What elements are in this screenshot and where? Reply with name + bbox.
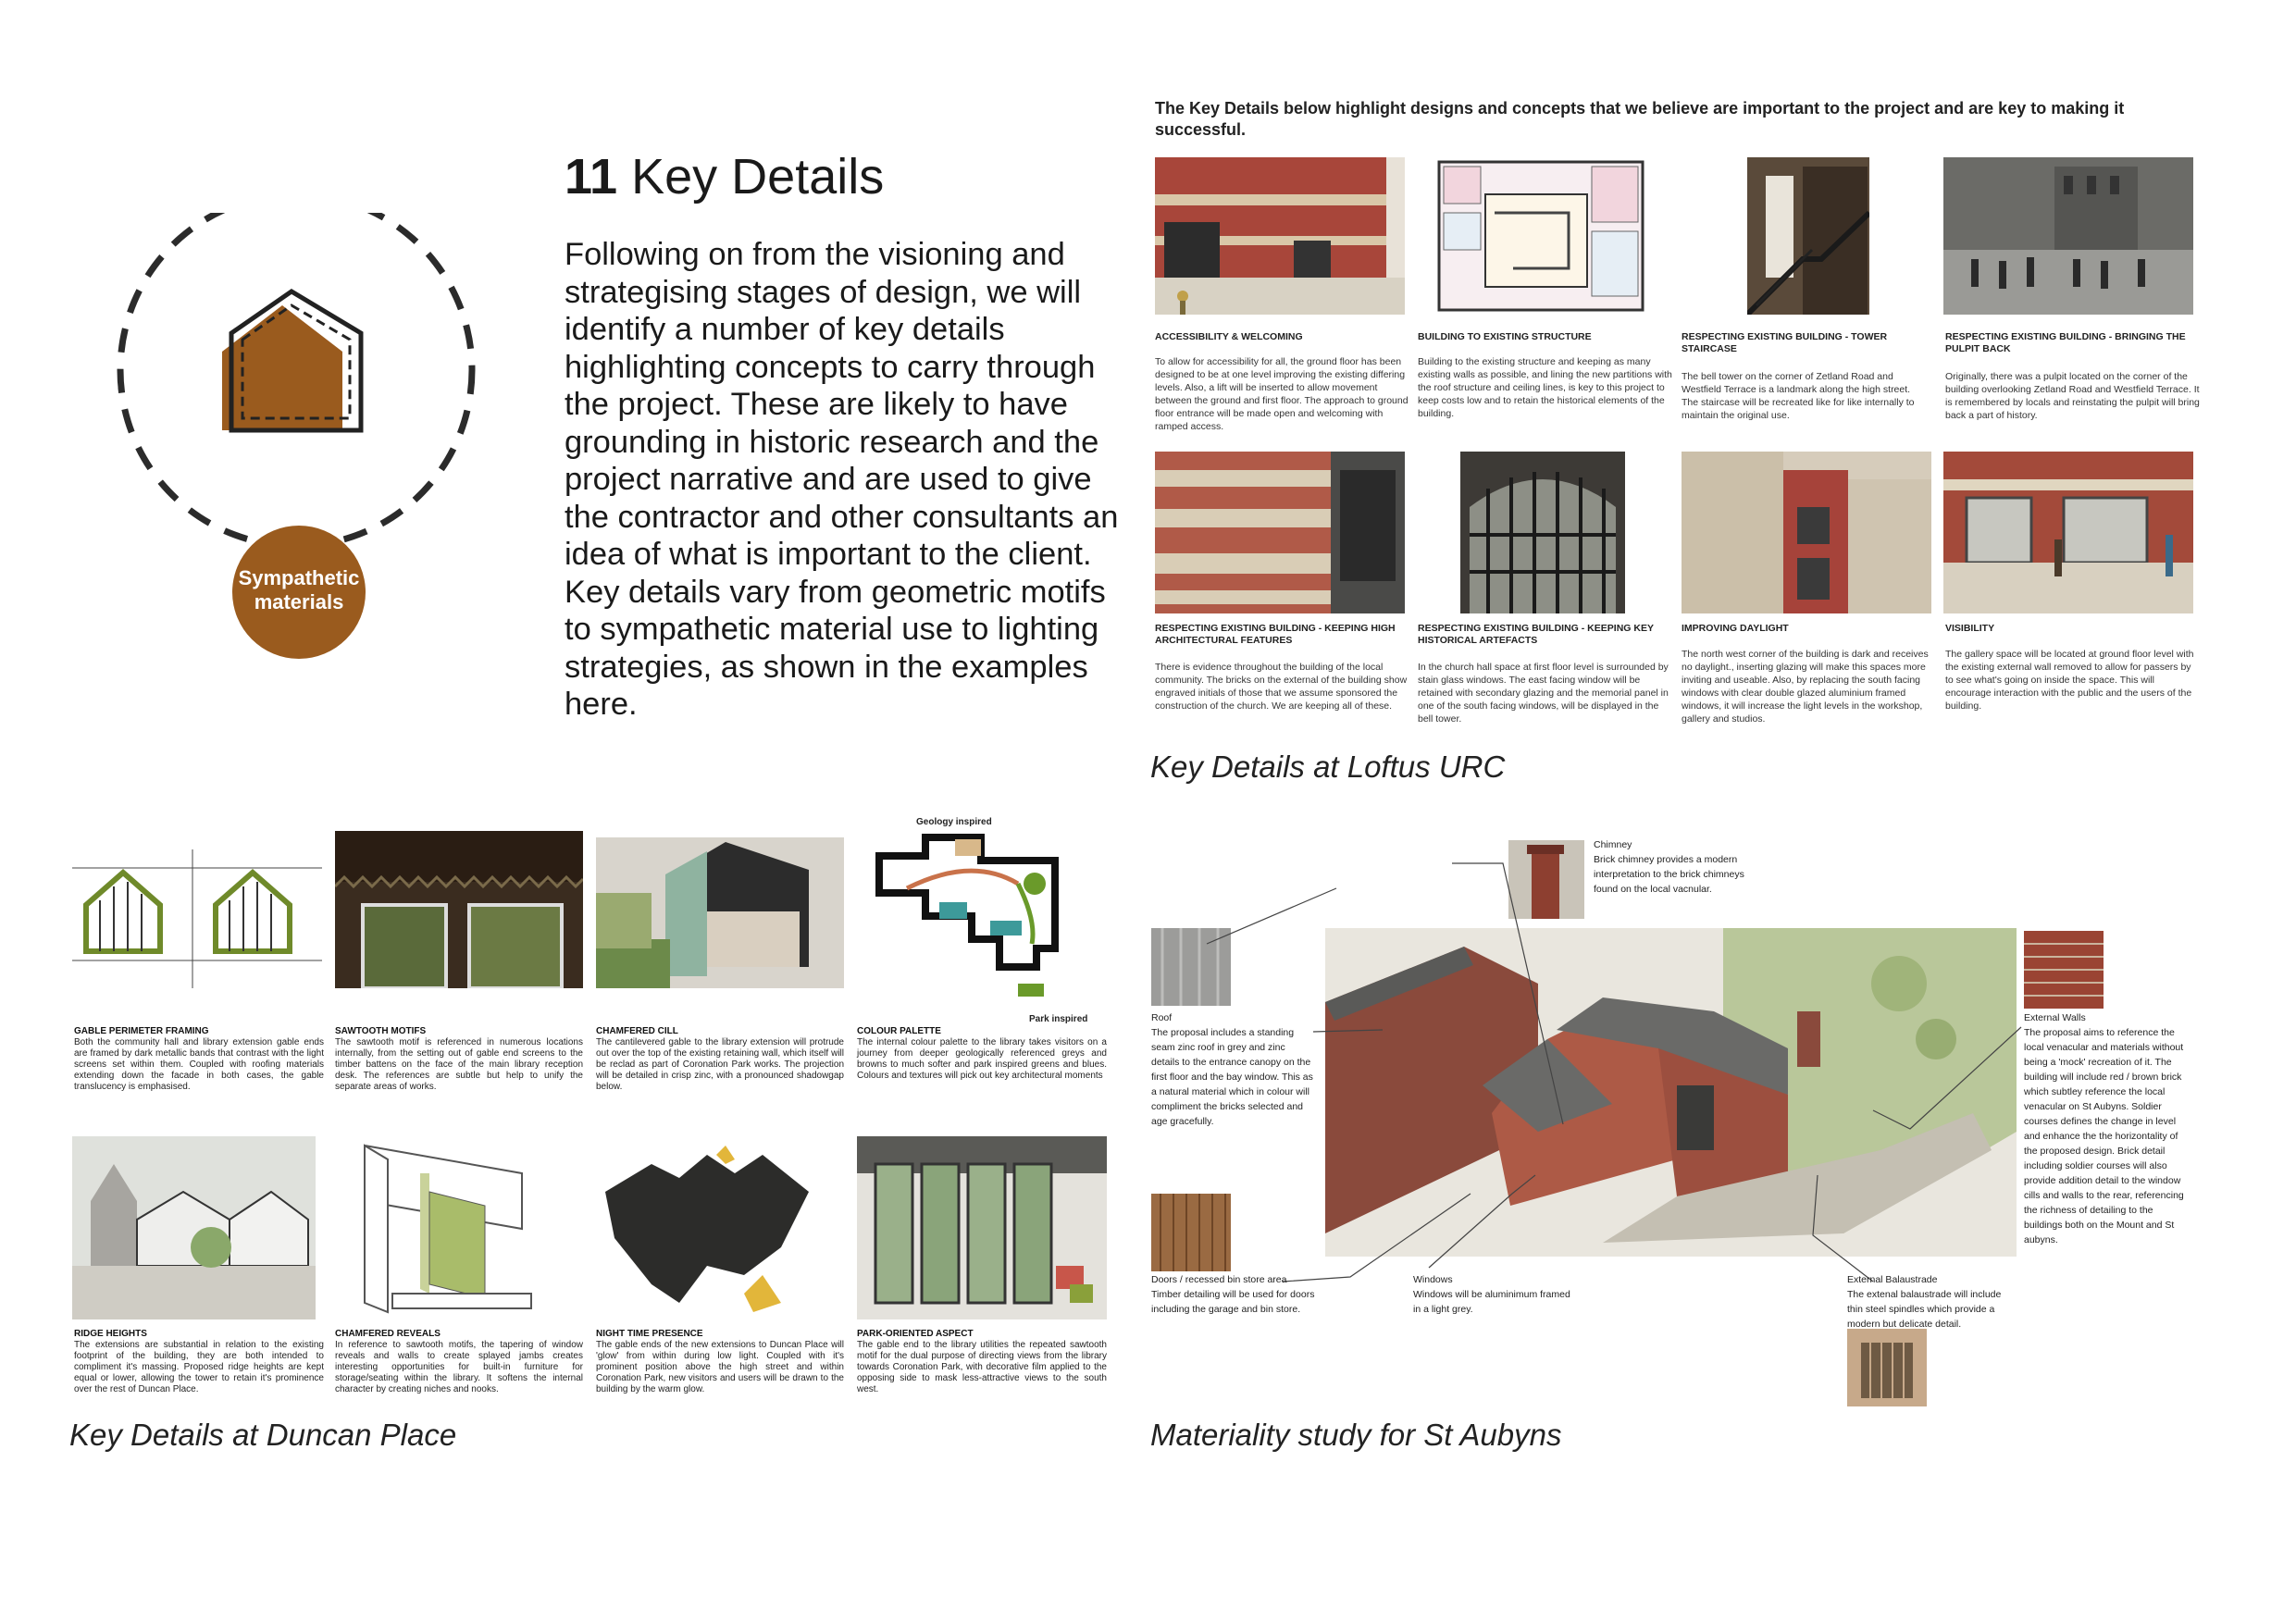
loftus-item-2-body: Building to the existing structure and keeping as many existing walls as possible, and lining the new partitions with the roof structure and ceiling lines, is key to this project to keep costs low and to retain the historical elements of the building. — [1418, 356, 1672, 419]
loftus-item-6-body: In the church hall space at first floor level is surrounded by stain glass windows. The east facing window will be retained with secondary glazing and the memorial panel in one of the south facing windows, will be displayed in the bell tower. — [1418, 662, 1669, 725]
loftus-item-8-title: VISIBILITY — [1945, 623, 1995, 634]
loftus-item-4-title: RESPECTING EXISTING BUILDING - BRINGING THE PULPIT BACK — [1945, 331, 2186, 354]
aubyns-balustrade-title: External Balaustrade — [1847, 1274, 1938, 1285]
duncan-item-6-body: In reference to sawtooth motifs, the tapering of window reveals and walls to create splayed jambs creates interesting opportunities for built-in furniture for storage/seating within the library. It softens the internal character by creating niches and nooks. — [335, 1340, 583, 1394]
loftus-item-8-body: The gallery space will be located at ground floor level with the existing external wall removed to allow for passers by to see what's going on inside the space. This will encourage interaction with the public and the users of the building. — [1945, 649, 2194, 712]
loftus-item-3-body: The bell tower on the corner of Zetland Road and Westfield Terrace is a landmark along the high street. The staircase will be recreated like for like internally to maintain the original use. — [1682, 371, 1915, 421]
duncan-item-2-body: The sawtooth motif is referenced in numerous locations internally, from the setting out of gable end screens to the timber battens on the face of the main library reception desk. The references are subtle but help to unify the separate areas of works. — [335, 1037, 583, 1092]
aubyns-section-label: Materiality study for St Aubyns — [1150, 1418, 1562, 1452]
duncan-item-2-title: SAWTOOTH MOTIFS — [335, 1026, 427, 1036]
duncan-item-5-body: The extensions are substantial in relation to the existing footprint of the building, they are both intended to compliment it's massing. Proposed ridge heights are kept equal or lower, allowing the tower to retain it's prominence over the rest of Duncan Place. — [74, 1340, 324, 1394]
duncan-item-8-title: PARK-ORIENTED ASPECT — [857, 1329, 974, 1339]
aubyns-chimney-body: Brick chimney provides a modern interpretation to the brick chimneys found on the local vacnular. — [1594, 854, 1744, 895]
loftus-plan-structure — [1430, 157, 1652, 315]
duncan-item-7-title: NIGHT TIME PRESENCE — [596, 1329, 703, 1339]
duncan-photo-sawtooth — [335, 831, 583, 988]
duncan-item-1-title: GABLE PERIMETER FRAMING — [74, 1026, 209, 1036]
loftus-photo-stained-window — [1460, 452, 1625, 613]
loftus-section-label: Key Details at Loftus URC — [1150, 750, 1506, 784]
aubyns-roof-title: Roof — [1151, 1012, 1173, 1023]
loftus-photo-tower-staircase — [1747, 157, 1869, 315]
loftus-photo-accessibility — [1155, 157, 1405, 315]
badge-label-line1: Sympathetic — [238, 566, 360, 589]
aubyns-walls-title: External Walls — [2024, 1012, 2086, 1023]
loftus-item-7-title: IMPROVING DAYLIGHT — [1682, 623, 1789, 634]
colour-palette-label-bottom: Park inspired — [1029, 1014, 1088, 1024]
duncan-item-3-title: CHAMFERED CILL — [596, 1026, 678, 1036]
duncan-item-7-body: The gable ends of the new extensions to Duncan Place will 'glow' from within during low light. Coupled with it's prominent position above the high street and within Coronation Park, new visitors and users will be drawn to the building by the warm glow. — [596, 1340, 844, 1394]
duncan-render-ridge-heights — [72, 1136, 316, 1319]
aubyns-annotation-walls — [2024, 1010, 2191, 1247]
loftus-render-daylight — [1682, 452, 1931, 613]
duncan-section-label: Key Details at Duncan Place — [69, 1418, 457, 1452]
colour-palette-label-top: Geology inspired — [916, 817, 992, 827]
badge-label-line2: materials — [254, 590, 344, 613]
intro-paragraph: Following on from the visioning and strategising stages of design, we will identify a number of key details highlighting concepts to carry through the project. These are likely to have grounding in historic research and the project narrative and are used to give the contractor and other consultants an idea of what is important to the client. Key details vary from geometric motifs to sympathetic material use to lighting strategies, as shown in the examples here. — [565, 237, 1119, 722]
aubyns-roof-body: The proposal includes a standing seam zinc roof in grey and zinc details to the entrance canopy on the first floor and the bay window. This as a natural material which in colour will compliment the bricks selected and age gracefully. — [1151, 1027, 1313, 1127]
loftus-intro: The Key Details below highlight designs and concepts that we believe are important to the project and are key to making it successful. — [1155, 99, 2125, 139]
heading-number: 11 — [565, 149, 618, 204]
badge-label — [225, 566, 373, 614]
duncan-item-5-title: RIDGE HEIGHTS — [74, 1329, 147, 1339]
aubyns-balustrade-body: The extenal balaustrade will include thin steel spindles which provide a modern but delicate detail. — [1847, 1289, 2002, 1330]
loftus-render-visibility — [1943, 452, 2193, 613]
loftus-photo-pulpit — [1943, 157, 2193, 315]
aubyns-doors-title: Doors / recessed bin store area — [1151, 1274, 1287, 1285]
aubyns-doors-body: Timber detailing will be used for doors including the garage and bin store. — [1151, 1289, 1315, 1315]
loftus-item-5-title: RESPECTING EXISTING BUILDING - KEEPING HIGH ARCHITECTURAL FEATURES — [1155, 623, 1396, 646]
duncan-render-night-time — [596, 1136, 844, 1319]
aubyns-windows-body: Windows will be aluminimum framed in a light grey. — [1413, 1289, 1570, 1315]
loftus-photo-brickwork — [1155, 452, 1405, 613]
aubyns-windows-title: Windows — [1413, 1274, 1453, 1285]
loftus-item-4-body: Originally, there was a pulpit located on the corner of the building overlooking Zetland Road and Westfield Terrace. It is remembered by locals and reinstating the pulpit will bring back a part of history. — [1945, 371, 2200, 421]
duncan-diagram-colour-palette — [870, 828, 1074, 1004]
aubyns-chimney-title: Chimney — [1594, 839, 1632, 850]
loftus-item-5-body: There is evidence throughout the building of the local community. The bricks on the external of the building show engraved initials of those that we assume sponsored the construction of the church. We are keeping all of these. — [1155, 662, 1408, 712]
loftus-item-7-body: The north west corner of the building is dark and receives no daylight., inserting glazing will make this spaces more inviting and useable. Also, by replacing the south facing windows with clear double glazed aluminium framed windows, it will increase the light levels in the workshop, gallery and studios. — [1682, 649, 1929, 725]
duncan-render-chamfered-cill — [596, 837, 844, 988]
duncan-drawing-gable-framing — [72, 849, 322, 988]
loftus-item-1-title: ACCESSIBILITY & WELCOMING — [1155, 331, 1303, 342]
duncan-item-6-title: CHAMFERED REVEALS — [335, 1329, 441, 1339]
loftus-item-1-body: To allow for accessibility for all, the ground floor has been designed to be at one level improving the existing differing levels. Also, a lift will be inserted to allow movement between the ground and first floor. The approach to ground floor entrance will be made open and welcoming with ramped access. — [1155, 356, 1409, 432]
loftus-item-3-title: RESPECTING EXISTING BUILDING - TOWER STAIRCASE — [1682, 331, 1888, 354]
aubyns-annotation-chimney — [1594, 837, 1769, 897]
duncan-item-4-body: The internal colour palette to the library takes visitors on a journey from deeper geologically referenced greys and browns to much softer and park inspired greens and blues. Colours and textures will pick out key architectural moments — [857, 1037, 1107, 1081]
aubyns-annotation-balustrade — [1847, 1272, 2018, 1332]
duncan-item-4-title: COLOUR PALETTE — [857, 1026, 941, 1036]
loftus-item-2-title: BUILDING TO EXISTING STRUCTURE — [1418, 331, 1592, 342]
aubyns-swatch-balustrade — [1847, 1329, 1927, 1406]
aubyns-annotation-windows — [1413, 1272, 1570, 1317]
aubyns-annotation-roof — [1151, 1010, 1313, 1129]
duncan-item-8-body: The gable end to the library utilities the repeated sawtooth motif for the dual purpose of directing views from the library towards Coronation Park, with decorative film applied to the opposing side to mask less-attractive views to the south west. — [857, 1340, 1107, 1394]
duncan-item-3-body: The cantilevered gable to the library extension will protrude out over the top of the existing retaining wall, which itself will be reclad as part of Coronation Park works. The projection will be detailed in crisp zinc, with a pronounced shadowgap below. — [596, 1037, 844, 1092]
heading-title: Key Details — [631, 149, 885, 204]
aubyns-walls-body: The proposal aims to reference the local venacular and materials without being a 'mock' recreation of it. The building will include red / brown brick which subtley reference the local venacular on St Aubyns. Soldier courses defines the change in level and enhance the the horizontality of the proposed design. Brick detail including soldier courses will also provide addition detail to the window cills and walls to the rear, referencing the richness of detailing to the buildings both on the Mount and St aubyns. — [2024, 1027, 2184, 1245]
aubyns-annotation-doors — [1151, 1272, 1332, 1317]
duncan-item-1-body: Both the community hall and library extension gable ends are framed by dark metallic bands that contrast with the light screens set within them. Coupled with roofing materials extending down the facade in both cases, the gable translucency is emphasised. — [74, 1037, 324, 1092]
loftus-item-6-title: RESPECTING EXISTING BUILDING - KEEPING KEY HISTORICAL ARTEFACTS — [1418, 623, 1654, 646]
duncan-render-park-aspect — [857, 1136, 1107, 1319]
duncan-drawing-chamfered-reveals — [355, 1136, 559, 1319]
page-title — [565, 148, 884, 205]
